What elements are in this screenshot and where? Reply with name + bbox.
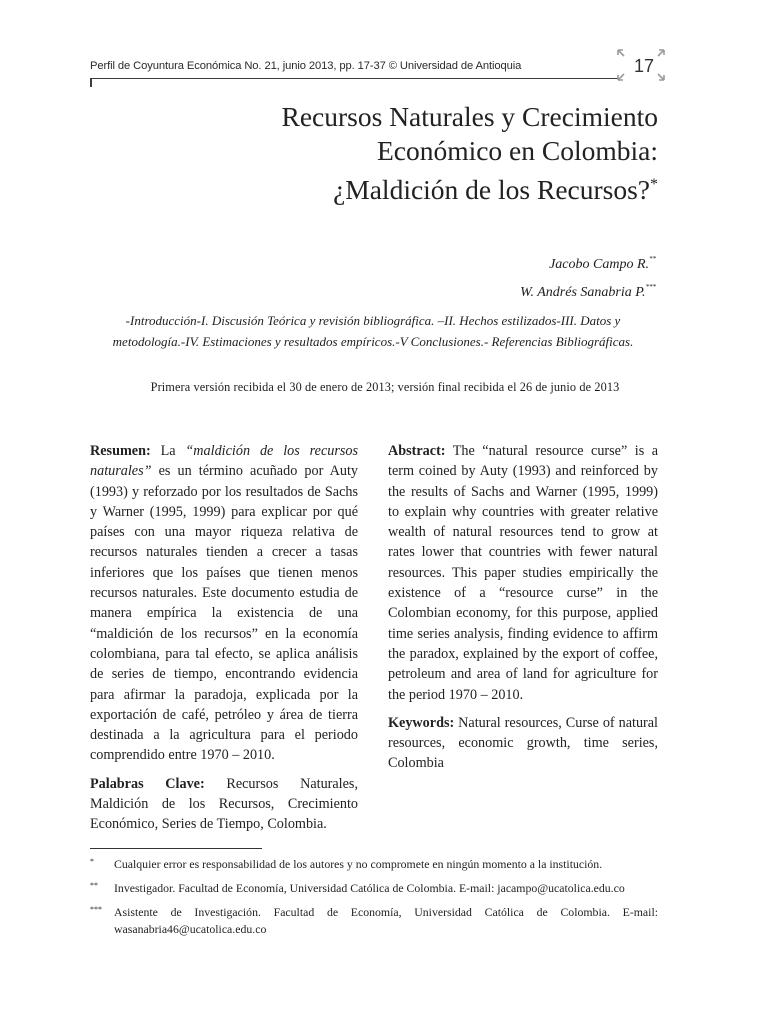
palabras-clave-text: Recursos Naturales, Maldición de los Recursos, Crecimiento Económico, Series de Tiempo, Colombia. (90, 775, 358, 833)
title-line-2: Económico en Colombia: (376, 135, 658, 166)
resumen-text: es un término acuñado por Auty (1993) y reforzado por los resultados de Sachs y Warner (1995, 1999) para explicar por qué países con una mayor riqueza relativa de recursos naturales tienden a crecer a tasas inferiores que los países que tienen menos recursos naturales. Este documento estudia de manera empírica la existencia de una “maldición de los recursos” en la economía colombiana, para tal efecto, se aplica análisis de series de tiempo, encontrando evidencia para afirmar la paradoja, explicada por la exportación de café, petróleo y área de tierra destinada a la agricultura para el periodo comprendido entre 1970 – 2010. (90, 463, 358, 764)
resumen-paragraph (90, 441, 358, 766)
author-name: Jacobo Campo R. (549, 257, 649, 272)
palabras-clave-label: Palabras Clave: (90, 775, 205, 792)
keywords-label: Keywords: (388, 714, 455, 731)
footnote-text: Investigador. Facultad de Economía, Universidad Católica de Colombia. E-mail: jacampo@ucatolica.edu.co (114, 881, 625, 895)
footnote-mark: * (90, 857, 94, 866)
resumen-column (90, 441, 358, 835)
palabras-clave-paragraph (90, 774, 358, 835)
page-number-box (614, 48, 668, 82)
authors (400, 248, 656, 304)
keywords-text: Natural resources, Curse of natural resources, economic growth, time series, Colombia (388, 714, 658, 772)
resumen-italic: “maldición de los recursos naturales” (90, 443, 358, 480)
abstract-label: Abstract: (388, 443, 446, 459)
title-line-1: Recursos Naturales y Crecimiento (281, 101, 658, 132)
page-number: 17 (634, 56, 655, 76)
author-name: W. Andrés Sanabria P. (520, 285, 646, 300)
abstract-text: The “natural resource curse” is a term coined by Auty (1993) and reinforced by the results of Sachs and Warner (1995, 1999) to explain why countries with greater relative wealth of natural resources tend to grow at rates lower that countries with fewer natural resources. This paper studies empirically the existence of a “resource curse” in the Colombian economy, for this purpose, applied time series analysis, finding evidence to affirm the paradox, explained by the export of coffee, petroleum and area of land for agriculture for the period 1970 – 2010. (388, 443, 658, 703)
abstract-column (388, 441, 658, 774)
author-2 (400, 276, 656, 304)
resumen-label: Resumen: (90, 443, 151, 459)
author-footnote-mark: ** (649, 255, 656, 263)
title-footnote-mark: * (650, 176, 658, 193)
author-1 (400, 248, 656, 276)
author-footnote-mark: *** (645, 283, 656, 291)
abstract-paragraph (388, 441, 658, 705)
keywords-paragraph (388, 713, 658, 774)
footnote-mark: *** (90, 905, 102, 914)
article-title (140, 100, 658, 207)
footnote-text: Cualquier error es responsabilidad de los autores y no compromete en ningún momento a la institución. (114, 857, 603, 871)
footnote-3 (90, 904, 658, 938)
footnote-rule (90, 848, 262, 849)
footnote-mark: ** (90, 881, 98, 890)
running-head: Perfil de Coyuntura Económica No. 21, junio 2013, pp. 17-37 © Universidad de Antioquia (90, 60, 522, 72)
resumen-prefix: La (150, 443, 186, 459)
header-rule-tick (90, 78, 92, 87)
title-line-3: ¿Maldición de los Recursos? (333, 174, 650, 206)
header-rule (90, 78, 618, 79)
footnote-text: Asistente de Investigación. Facultad de Economía, Universidad Católica de Colombia. E-mail: wasanabria46@ucatolica.edu.co (114, 905, 658, 936)
table-of-contents: -Introducción-I. Discusión Teórica y revisión bibliográfica. –II. Hechos estilizados-III. Datos y metodología.-IV. Estimaciones y resultados empíricos.-V Conclusiones.- Referencias Bibliográficas. (112, 313, 634, 349)
footnote-1 (90, 856, 658, 873)
received-dates: Primera versión recibida el 30 de enero de 2013; versión final recibida el 26 de junio de 2013 (150, 380, 620, 394)
footnote-2 (90, 880, 658, 897)
